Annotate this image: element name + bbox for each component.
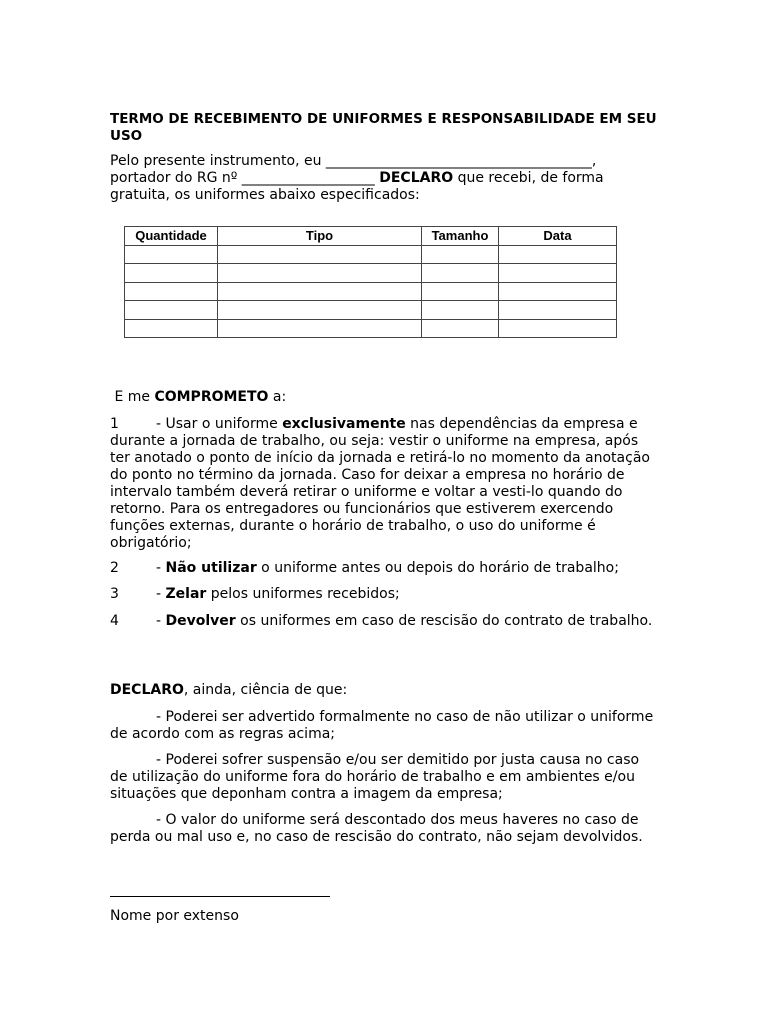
table-cell[interactable] xyxy=(422,319,499,338)
item-dash: - xyxy=(156,560,166,576)
item-number: 3 xyxy=(110,586,119,602)
header-tipo: Tipo xyxy=(218,227,422,246)
table-cell[interactable] xyxy=(218,245,422,264)
item-text: nas dependências da empresa e durante a jornada de trabalho, ou seja: vestir o uniforme na empresa, após ter anotado o ponto de início da jornada e retirá-lo no momento da anotação do ponto no término da jornada. Caso for deixar a empresa no horário de intervalo também deverá retirar o uniforme e voltar a vesti-lo quando do retorno. Para os entregadores ou funcionários que estiverem exercendo funções externas, durante o horário de trabalho, o uso do uniforme é obrigatório; xyxy=(110,416,650,551)
table-row xyxy=(125,301,617,320)
intro-declaro: DECLARO xyxy=(379,170,454,186)
intro-paragraph xyxy=(110,153,660,204)
table-cell[interactable] xyxy=(499,319,617,338)
item-bold: Zelar xyxy=(165,586,207,602)
item-bold: Não utilizar xyxy=(165,560,257,576)
intro-part3: que recebi, de forma gratuita, os uniformes abaixo especificados: xyxy=(110,170,604,203)
item-text: o uniforme antes ou depois do horário de trabalho; xyxy=(256,560,619,576)
notice-point xyxy=(110,752,660,803)
table-cell[interactable] xyxy=(499,264,617,283)
table-row xyxy=(125,264,617,283)
header-quantidade: Quantidade xyxy=(125,227,218,246)
signature-line xyxy=(110,896,330,897)
document-title: TERMO DE RECEBIMENTO DE UNIFORMES E RESPONSABILIDADE EM SEU USO xyxy=(110,111,657,144)
list-item xyxy=(110,560,660,577)
table-cell[interactable] xyxy=(125,301,218,320)
list-item xyxy=(110,586,660,603)
table-cell[interactable] xyxy=(125,245,218,264)
notice-text: - Poderei ser advertido formalmente no caso de não utilizar o uniforme de acordo com as regras acima; xyxy=(110,709,654,742)
table-cell[interactable] xyxy=(422,264,499,283)
table-row xyxy=(125,245,617,264)
uniform-table xyxy=(124,226,617,338)
item-text: pelos uniformes recebidos; xyxy=(206,586,400,602)
table-cell[interactable] xyxy=(218,301,422,320)
list-item xyxy=(110,416,660,552)
table-cell[interactable] xyxy=(422,282,499,301)
declaro-text: , ainda, ciência de que: xyxy=(183,682,348,698)
declaro-line xyxy=(110,682,660,699)
table-cell[interactable] xyxy=(499,245,617,264)
list-item xyxy=(110,613,660,630)
item-bold: exclusivamente xyxy=(282,416,406,432)
table-row xyxy=(125,282,617,301)
table-cell[interactable] xyxy=(499,301,617,320)
table-row xyxy=(125,319,617,338)
commit-prefix: E me xyxy=(110,389,155,405)
table-cell[interactable] xyxy=(422,301,499,320)
table-cell[interactable] xyxy=(218,282,422,301)
item-text: os uniformes em caso de rescisão do contrato de trabalho. xyxy=(235,613,653,629)
intro-part1: Pelo presente instrumento, eu ______________________________________, xyxy=(110,153,597,169)
intro-part2: portador do RG nº ___________________ xyxy=(110,170,380,186)
table-cell[interactable] xyxy=(125,264,218,283)
header-data: Data xyxy=(499,227,617,246)
item-number: 2 xyxy=(110,560,119,576)
table-cell[interactable] xyxy=(499,282,617,301)
commit-line xyxy=(110,389,660,406)
table-cell[interactable] xyxy=(218,319,422,338)
item-number: 4 xyxy=(110,613,119,629)
item-dash: - Usar o uniforme xyxy=(156,416,283,432)
commit-bold: COMPROMETO xyxy=(154,389,269,405)
notice-point xyxy=(110,709,660,743)
table-header-row xyxy=(125,227,617,246)
notice-text: - O valor do uniforme será descontado dos meus haveres no caso de perda ou mal uso e, no caso de rescisão do contrato, não sejam devolvidos. xyxy=(110,812,643,845)
item-dash: - xyxy=(156,613,166,629)
notice-text: - Poderei sofrer suspensão e/ou ser demitido por justa causa no caso de utilização do uniforme fora do horário de trabalho e em ambientes e/ou situações que deponham contra a imagem da empresa; xyxy=(110,752,640,802)
table-cell[interactable] xyxy=(218,264,422,283)
table-cell[interactable] xyxy=(422,245,499,264)
commit-suffix: a: xyxy=(268,389,287,405)
table-cell[interactable] xyxy=(125,319,218,338)
item-number: 1 xyxy=(110,416,119,432)
item-dash: - xyxy=(156,586,166,602)
header-tamanho: Tamanho xyxy=(422,227,499,246)
notice-point xyxy=(110,812,660,846)
signature-label: Nome por extenso xyxy=(110,908,239,924)
declaro-bold: DECLARO xyxy=(110,682,184,698)
table-cell[interactable] xyxy=(125,282,218,301)
item-bold: Devolver xyxy=(165,613,236,629)
